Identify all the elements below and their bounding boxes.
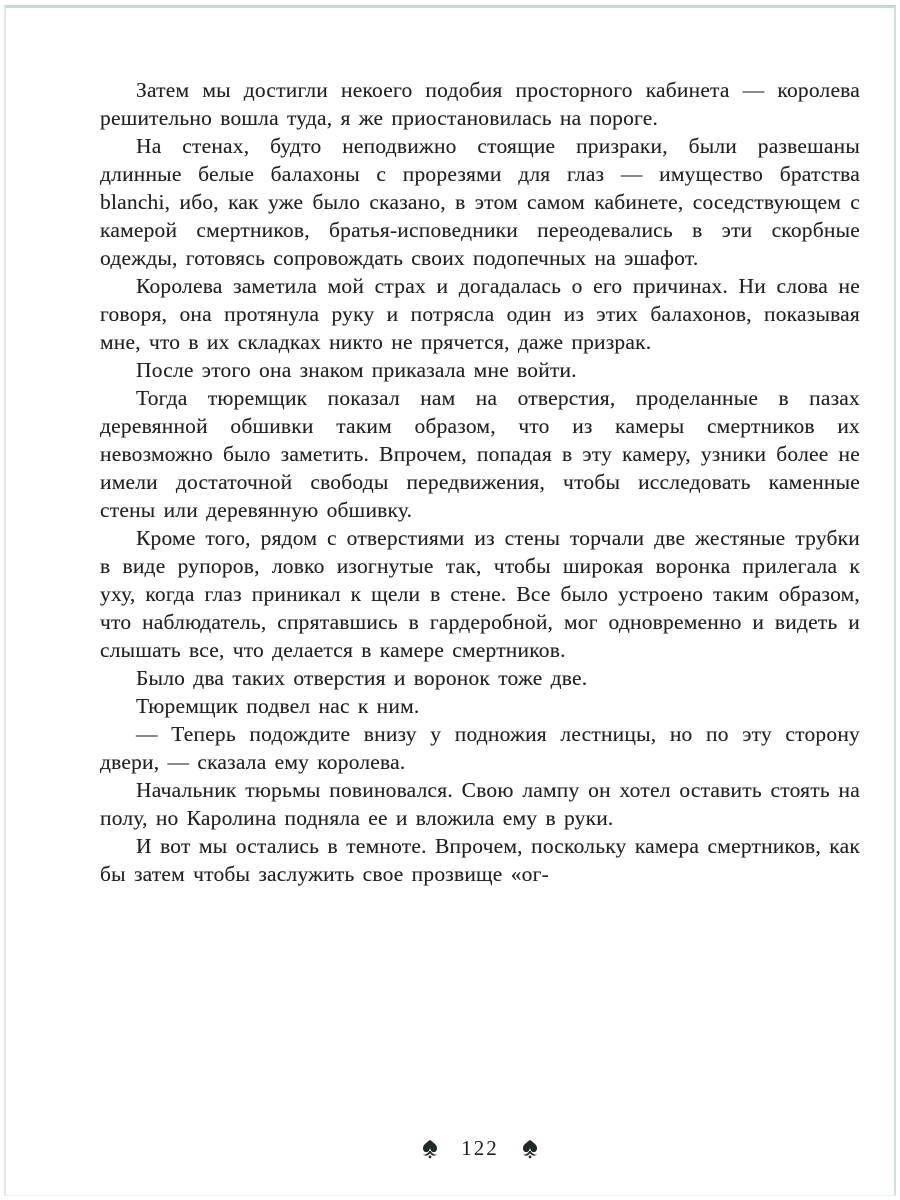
page-number: 122 xyxy=(461,1136,499,1160)
book-page-text xyxy=(100,76,860,888)
paragraph: На стенах, будто неподвижно стоящие призраки, были развешаны длинные белые балахоны с прорезями для глаз — имущество братства blanchi, ибо, как уже было сказано, в этом самом кабинете, соседствующем с камерой смертников, братья-исповедники переодевались в эти скорбные одежды, готовясь сопровождать своих подопечных на эшафот. xyxy=(100,134,860,270)
paragraph: Тогда тюремщик показал нам на отверстия, проделанные в пазах деревянной обшивки таким образом, что из камеры смертников их невозможно было заметить. Впрочем, попадая в эту камеру, узники более не имели достаточной свободы передвижения, чтобы исследовать каменные стены или деревянную обшивку. xyxy=(100,386,860,522)
fleuron-right-icon xyxy=(519,1138,541,1160)
paragraph: И вот мы остались в темноте. Впрочем, поскольку камера смертников, как бы затем чтобы заслужить свое прозвище «ог- xyxy=(100,834,860,886)
paragraph: После этого она знаком приказала мне войти. xyxy=(136,358,577,382)
paragraph: Кроме того, рядом с отверстиями из стены торчали две жестяные трубки в виде рупоров, ловко изогнутые так, чтобы широкая воронка прилегала к уху, когда глаз приникал к щели в стене. Все было устроено таким образом, что наблюдатель, спрятавшись в гардеробной, мог одновременно и видеть и слышать все, что делается в камере смертников. xyxy=(100,526,860,662)
paragraph: Затем мы достигли некоего подобия просторного кабинета — королева решительно вошла туда, я же приостановилась на пороге. xyxy=(100,78,860,130)
paragraph: — Теперь подождите внизу у подножия лестницы, но по эту сторону двери, — сказала ему королева. xyxy=(100,722,860,774)
paragraph: Королева заметила мой страх и догадалась о его причинах. Ни слова не говоря, она протянула руку и потрясла один из этих балахонов, показывая мне, что в их складках никто не прячется, даже призрак. xyxy=(100,274,860,354)
paragraph: Начальник тюрьмы повиновался. Свою лампу он хотел оставить стоять на полу, но Каролина подняла ее и вложила ему в руки. xyxy=(100,778,860,830)
fleuron-left-icon xyxy=(419,1138,441,1160)
paragraph: Было два таких отверстия и воронок тоже две. xyxy=(136,666,588,690)
paragraph: Тюремщик подвел нас к ним. xyxy=(136,694,420,718)
page-footer xyxy=(100,1136,860,1161)
